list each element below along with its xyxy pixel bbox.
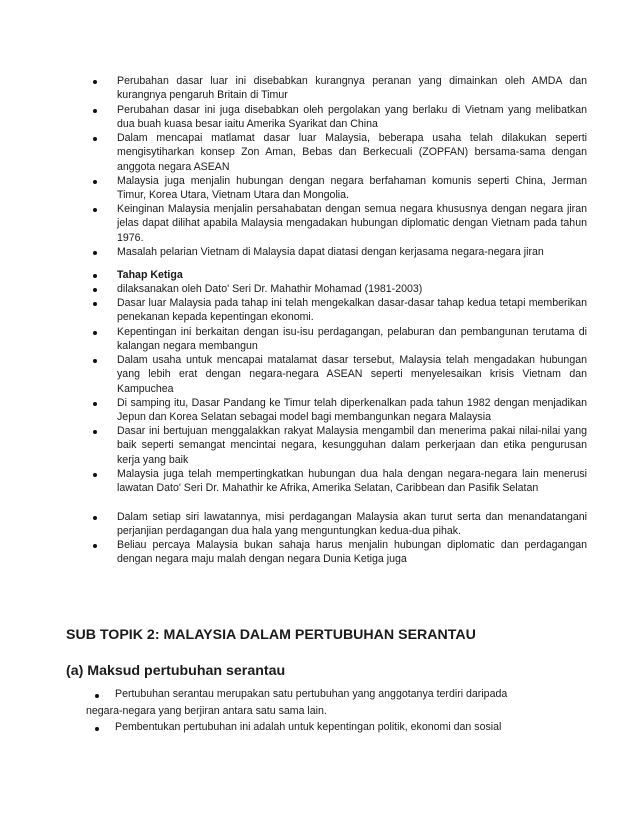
bullet-text: Dasar luar Malaysia pada tahap ini telah mengekalkan dasar-dasar tahap kedua tetapi memberikan penekanan kepada kepentingan ekonomi.: [117, 297, 587, 324]
bullet-text: Malaysia juga menjalin hubungan dengan negara berfahaman komunis seperti China, Jerman Timur, Korea Utara, Vietnam Utara dan Mongolia.: [117, 175, 587, 202]
bullet-text: Keinginan Malaysia menjalin persahabatan dengan semua negara khususnya dengan negara jiran jelas dapat dilihat apabila Malaysia mengadakan hubungan diplomatic dengan Vietnam pada tahun 1976.: [117, 203, 587, 244]
bullet-icon: [95, 727, 99, 731]
bullet-text: Malaysia juga telah mempertingkatkan hubungan dua hala dengan negara-negara lain menerusi lawatan Dato' Seri Dr. Mahathir ke Afrika, Amerika Selatan, Caribbean dan Pasifik Selatan: [117, 468, 587, 495]
bullet-text: Dalam setiap siri lawatannya, misi perdagangan Malaysia akan turut serta dan menandatangani perjanjian perdagangan dua hala yang menguntungkan kedua-dua pihak.: [117, 511, 587, 538]
bullet-icon: [93, 274, 97, 278]
bullet-text: Dalam mencapai matlamat dasar luar Malaysia, beberapa usaha telah dilakukan seperti mengisytiharkan konsep Zon Aman, Bebas dan Berkecuali (ZOPFAN) bersama-sama dengan anggota negara ASEAN: [117, 132, 587, 173]
bullet-icon: [93, 402, 97, 406]
maksud-line-2: negara-negara yang berjiran antara satu sama lain.: [86, 705, 327, 717]
maksud-line-3: Pembentukan pertubuhan ini adalah untuk kepentingan politik, ekonomi dan sosial: [115, 721, 502, 733]
bullet-text: Dalam usaha untuk mencapai matalamat dasar tersebut, Malaysia telah mengadakan hubungan yang lebih erat dengan negara-negara ASEAN seperti menyelesaikan krisis Vietnam dan Kampuchea: [117, 354, 587, 395]
bullet-icon: [93, 473, 97, 477]
bullet-text: Kepentingan ini berkaitan dengan isu-isu perdagangan, pelaburan dan pembangunan terutama di kalangan negara membangun: [117, 326, 587, 353]
bullet-text: dilaksanakan oleh Dato' Seri Dr. Mahathir Mohamad (1981-2003): [117, 283, 423, 295]
bullet-icon: [93, 251, 97, 255]
section-heading: Tahap Ketiga: [117, 269, 183, 281]
bullet-icon: [93, 359, 97, 363]
bullet-icon: [95, 694, 99, 698]
maksud-line-1: Pertubuhan serantau merupakan satu pertubuhan yang anggotanya terdiri daripada: [115, 688, 508, 700]
bullet-icon: [93, 208, 97, 212]
bullet-icon: [93, 137, 97, 141]
bullet-text: Perubahan dasar luar ini disebabkan kurangnya peranan yang dimainkan oleh AMDA dan kurangnya pengaruh Britain di Timur: [117, 75, 587, 102]
bullet-icon: [93, 302, 97, 306]
subheading: (a) Maksud pertubuhan serantau: [66, 663, 286, 679]
bullet-icon: [93, 430, 97, 434]
bullet-text: Masalah pelarian Vietnam di Malaysia dapat diatasi dengan kerjasama negara-negara jiran: [117, 246, 544, 258]
bullet-icon: [93, 288, 97, 292]
bullet-icon: [93, 331, 97, 335]
bullet-icon: [93, 180, 97, 184]
bullet-text: Di samping itu, Dasar Pandang ke Timur telah diperkenalkan pada tahun 1982 dengan menjadikan Jepun dan Korea Selatan sebagai model bagi membangunkan negara Malaysia: [117, 397, 587, 424]
subtopic-title: SUB TOPIK 2: MALAYSIA DALAM PERTUBUHAN SERANTAU: [66, 627, 476, 643]
bullet-text: Dasar ini bertujuan menggalakkan rakyat Malaysia mengambil dan menerima pakai nilai-nilai yang baik seperti semangat mencintai negara, kesungguhan dalam perkerjaan dan etika pengurusan kerja yang baik: [117, 425, 587, 466]
bullet-icon: [93, 516, 97, 520]
bullet-icon: [93, 544, 97, 548]
bullet-text: Beliau percaya Malaysia bukan sahaja harus menjalin hubungan diplomatic dan perdagangan dengan negara maju malah dengan negara Dunia Ketiga juga: [117, 539, 587, 566]
bullet-text: Perubahan dasar ini juga disebabkan oleh pergolakan yang berlaku di Vietnam yang melibatkan dua buah kuasa besar iaitu Amerika Syarikat dan China: [117, 104, 587, 131]
bullet-icon: [93, 80, 97, 84]
bullet-icon: [93, 109, 97, 113]
